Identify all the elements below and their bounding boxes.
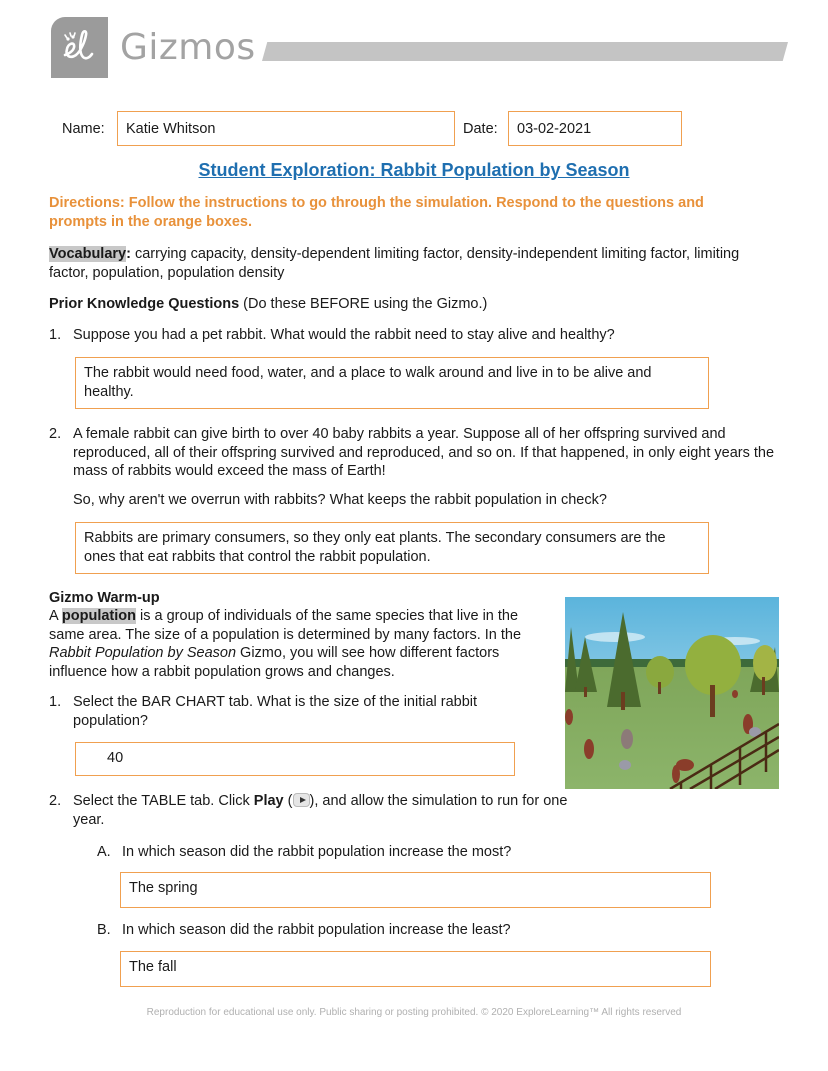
- warmup-question-2a: A. In which season did the rabbit population increase the most?: [97, 844, 512, 860]
- pk-answer-2[interactable]: Rabbits are primary consumers, so they only eat plants. The secondary consumers are the ones that eat rabbits that control the rabbit population.: [75, 522, 709, 574]
- warmup-answer-1[interactable]: 40: [75, 742, 515, 776]
- brand-name: Gizmos: [120, 27, 256, 68]
- name-value: Katie Whitson: [126, 120, 216, 137]
- pk-question-2: 2. A female rabbit can give birth to over 40 baby rabbits a year. Suppose all of her offspring survived and reproduced, all of their offspring survived and reproduced, and so on. If that happened, in only eight years the mass of rabbits would exceed the mass of Earth!: [49, 426, 775, 479]
- meadow-illustration: [565, 597, 779, 789]
- warmup-answer-2a[interactable]: The spring: [120, 872, 711, 908]
- name-label: Name:: [62, 121, 105, 137]
- footer-copyright: Reproduction for educational use only. Public sharing or posting prohibited. © 2020 ExploreLearning™ All rights reserved: [146, 1007, 682, 1018]
- population-term: population: [61, 608, 136, 624]
- name-field[interactable]: [117, 111, 455, 146]
- date-value: 03-02-2021: [517, 120, 592, 137]
- directions: Directions: Follow the instructions to go through the simulation. Respond to the questions and prompts in the orange boxes.: [49, 195, 704, 230]
- vocabulary-label: Vocabulary: [49, 246, 127, 262]
- prior-knowledge-heading: Prior Knowledge Questions (Do these BEFORE using the Gizmo.): [49, 296, 488, 312]
- header-bar: [262, 42, 788, 61]
- vocabulary: Vocabulary: carrying capacity, density-dependent limiting factor, density-independent limiting factor, limiting factor, population, population density: [49, 246, 740, 281]
- date-field[interactable]: [508, 111, 682, 146]
- warmup-answer-2b[interactable]: The fall: [120, 951, 711, 987]
- explorelearning-logo: [51, 17, 108, 78]
- pk-question-2-followup: So, why aren't we overrun with rabbits? What keeps the rabbit population in check?: [73, 492, 607, 508]
- warmup-intro: A population is a group of individuals of the same species that live in the same area. The size of a population is determined by many factors. In the Rabbit Population by Season Gizmo, you will see how different factors influence how a rabbit population grows and changes.: [49, 608, 522, 680]
- pk-question-1: 1. Suppose you had a pet rabbit. What would the rabbit need to stay alive and healthy?: [49, 327, 615, 343]
- vocabulary-terms: carrying capacity, density-dependent limiting factor, density-independent limiting factor, limiting factor, population, population density: [49, 246, 740, 281]
- date-label: Date:: [463, 121, 498, 137]
- pk-answer-1[interactable]: The rabbit would need food, water, and a place to walk around and live in to be alive and healthy.: [75, 357, 709, 409]
- warmup-question-1: 1. Select the BAR CHART tab. What is the size of the initial rabbit population?: [49, 694, 478, 729]
- play-icon: [293, 793, 310, 807]
- rabbit-meadow-image: [565, 597, 779, 789]
- warmup-heading: Gizmo Warm-up: [49, 590, 160, 606]
- el-logo-icon: [51, 17, 108, 78]
- warmup-question-2b: B. In which season did the rabbit population increase the least?: [97, 922, 511, 938]
- warmup-question-2: 2. Select the TABLE tab. Click Play ( ), and allow the simulation to run for one year.: [49, 793, 568, 828]
- page-title[interactable]: Student Exploration: Rabbit Population by Season: [198, 160, 630, 180]
